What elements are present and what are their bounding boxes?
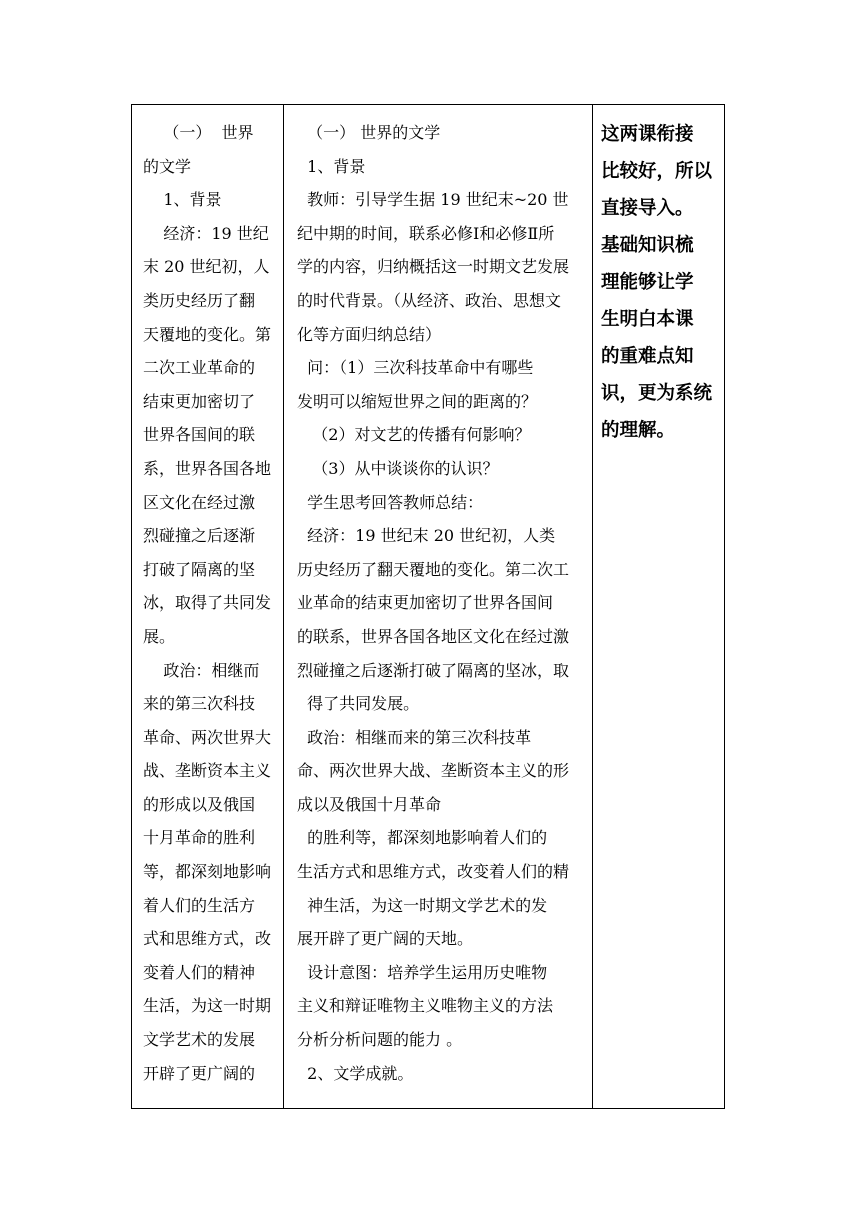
text-line: 这两课衔接 [601,124,694,145]
lesson-table [131,104,725,1109]
text-line: 天覆地的变化。第 [143,324,272,344]
text-line: 世界各国间的联 [143,425,256,445]
text-line: 文学艺术的发展 [143,1030,256,1050]
text-line: 得了共同发展。 [297,694,420,714]
text-line: 开辟了更广阔的 [143,1063,256,1083]
text-line: 冰，取得了共同发 [143,593,272,613]
text-line: 区文化在经过激 [143,492,256,512]
text-line: 经济：19 世纪 [143,223,269,243]
text-line: 命、两次世界大战、垄断资本主义的形 [297,761,570,781]
text-line: 生明白本课 [601,309,694,330]
text-line: 来的第三次科技 [143,694,256,714]
text-line: 烈碰撞之后逐渐打破了隔离的坚冰，取 [297,660,570,680]
student-content-text [143,116,271,1090]
text-line: 直接导入。 [601,198,694,219]
text-line: 政治：相继而来的第三次科技革 [297,727,532,747]
text-line: 末 20 世纪初，人 [143,257,270,277]
text-line: 识，更为系统 [601,383,713,404]
text-line: 政治：相继而 [143,660,260,680]
text-line: 着人们的生活方 [143,895,256,915]
text-line: 结束更加密切了 [143,391,256,411]
text-line: 生活，为这一时期 [143,996,272,1016]
text-line: 的胜利等，都深刻地影响着人们的 [297,828,548,848]
text-line: （3）从中谈谈你的认识？ [297,458,499,478]
text-line: 类历史经历了翻 [143,290,256,310]
text-line: 主义和辩证唯物主义唯物主义的方法 [297,996,554,1016]
text-line: 教师：引导学生据 19 世纪末~20 世 [297,190,569,210]
text-line: 式和思维方式，改 [143,929,272,949]
text-line: 的文学 [143,156,192,176]
text-line: 1、背景 [143,190,222,210]
text-line: 展开辟了更广阔的天地。 [297,929,474,949]
text-line: 比较好，所以 [601,161,713,182]
teaching-process-column [284,105,593,1108]
text-line: 神生活，为这一时期文学艺术的发 [297,895,548,915]
text-line: 化等方面归纳总结） [297,324,442,344]
text-line: 经济：19 世纪末 20 世纪初，人类 [297,526,556,546]
text-line: （一） 世界的文学 [297,123,441,142]
text-line: 纪中期的时间，联系必修Ⅰ和必修Ⅱ所 [297,223,555,243]
text-line: 学生思考回答教师总结： [297,492,484,512]
text-line: 革命、两次世界大 [143,727,272,747]
text-line: 十月革命的胜利 [143,828,256,848]
text-line: 展。 [143,626,176,646]
text-line: 战、垄断资本主义 [143,761,272,781]
text-line: 学的内容，归纳概括这一时期文艺发展 [297,257,570,277]
text-line: 的联系，世界各国各地区文化在经过激 [297,626,570,646]
text-line: 历史经历了翻天覆地的变化。第二次工 [297,559,570,579]
text-line: 成以及俄国十月革命 [297,794,442,814]
text-line: 设计意图：培养学生运用历史唯物 [297,962,548,982]
text-line: （2）对文艺的传播有何影响？ [297,425,531,445]
text-line: 问：（1）三次科技革命中有哪些 [297,358,534,378]
text-line: 理能够让学 [601,272,694,293]
text-line: 的形成以及俄国 [143,794,256,814]
teaching-process-text [297,116,569,1090]
text-line: （一） 世界 [143,123,254,142]
text-line: 打破了隔离的坚 [143,559,256,579]
design-notes-text [601,116,712,449]
text-line: 的重难点知 [601,346,694,367]
text-line: 变着人们的精神 [143,962,256,982]
student-content-column [132,105,284,1108]
text-line: 2、文学成就。 [297,1063,414,1083]
design-notes-column [593,105,724,1108]
text-line: 系，世界各国各地 [143,458,272,478]
text-line: 分析分析问题的能力 。 [297,1030,463,1050]
text-line: 二次工业革命的 [143,358,256,378]
text-line: 基础知识梳 [601,235,694,256]
text-line: 生活方式和思维方式，改变着人们的精 [297,862,570,882]
text-line: 业革命的结束更加密切了世界各国间 [297,593,554,613]
text-line: 的理解。 [601,420,676,441]
text-line: 1、背景 [297,156,366,176]
text-line: 等，都深刻地影响 [143,862,272,882]
text-line: 发明可以缩短世界之间的距离的？ [297,391,538,411]
text-line: 的时代背景。（从经济、政治、思想文 [297,290,562,310]
text-line: 烈碰撞之后逐渐 [143,526,256,546]
